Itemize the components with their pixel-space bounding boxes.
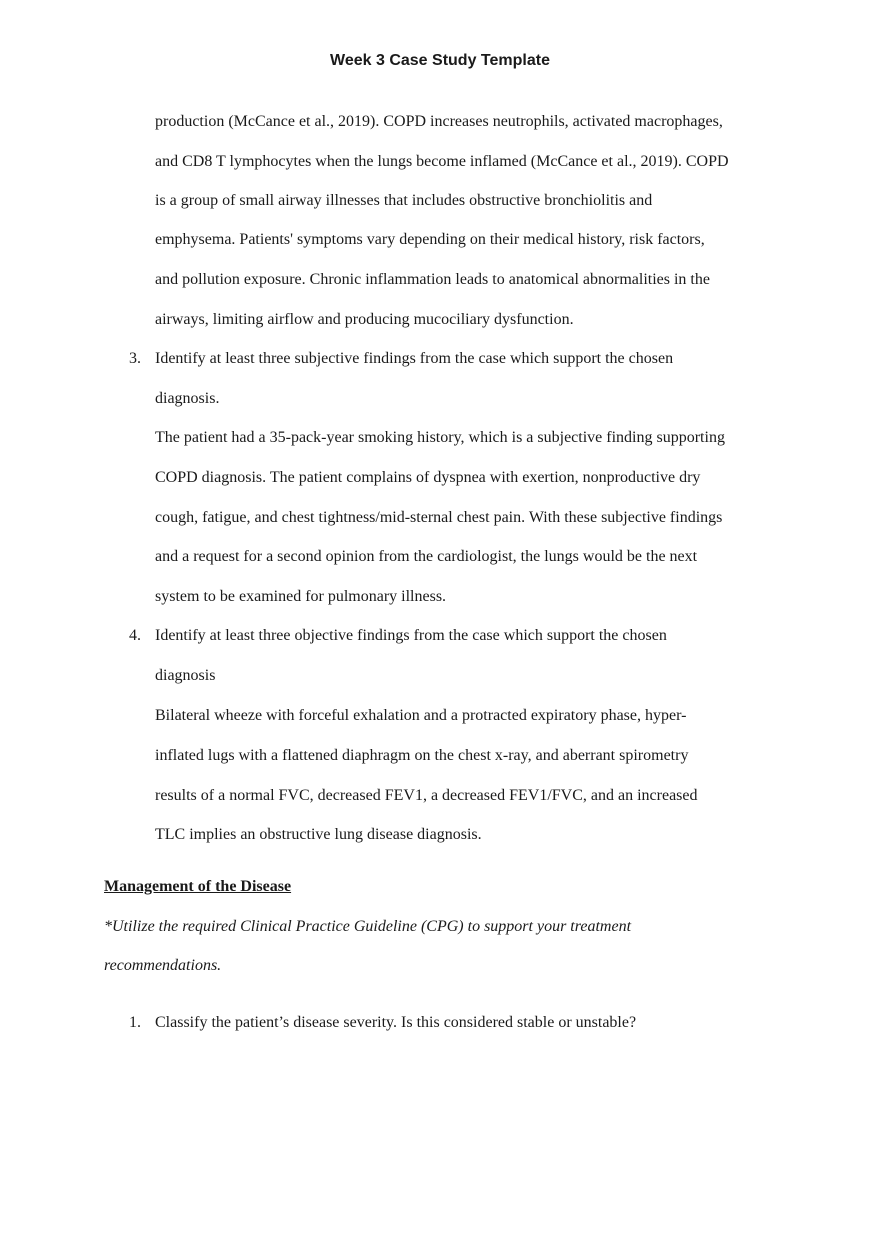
list-number: 1. <box>129 1014 141 1031</box>
page-title: Week 3 Case Study Template <box>330 52 550 69</box>
answer-line: system to be examined for pulmonary illness. <box>155 588 447 605</box>
answer-line: TLC implies an obstructive lung disease diagnosis. <box>155 826 482 843</box>
question-line: diagnosis. <box>155 390 220 407</box>
paragraph-line: production (McCance et al., 2019). COPD increases neutrophils, activated macrophages, <box>155 113 723 130</box>
answer-line: The patient had a 35-pack-year smoking history, which is a subjective finding supporting <box>155 429 725 446</box>
answer-line: cough, fatigue, and chest tightness/mid-sternal chest pain. With these subjective findings <box>155 509 723 526</box>
question-line: Classify the patient’s disease severity. Is this considered stable or unstable? <box>155 1014 637 1031</box>
answer-line: results of a normal FVC, decreased FEV1, a decreased FEV1/FVC, and an increased <box>155 787 698 804</box>
answer-line: and a request for a second opinion from the cardiologist, the lungs would be the next <box>155 548 698 565</box>
answer-line: COPD diagnosis. The patient complains of dyspnea with exertion, nonproductive dry <box>155 469 701 486</box>
list-number: 3. <box>129 350 141 367</box>
section-heading: Management of the Disease <box>104 878 292 895</box>
paragraph-line: is a group of small airway illnesses that includes obstructive bronchiolitis and <box>155 192 653 209</box>
instruction-line: *Utilize the required Clinical Practice Guideline (CPG) to support your treatment <box>104 918 632 935</box>
list-number: 4. <box>129 627 141 644</box>
answer-line: inflated lugs with a flattened diaphragm on the chest x-ray, and aberrant spirometry <box>155 747 689 764</box>
answer-line: Bilateral wheeze with forceful exhalation and a protracted expiratory phase, hyper- <box>155 707 687 724</box>
question-line: Identify at least three subjective findings from the case which support the chosen <box>155 350 674 367</box>
paragraph-line: emphysema. Patients' symptoms vary depending on their medical history, risk factors, <box>155 231 705 248</box>
paragraph-line: and CD8 T lymphocytes when the lungs become inflamed (McCance et al., 2019). COPD <box>155 153 729 170</box>
instruction-line: recommendations. <box>104 957 222 974</box>
question-line: Identify at least three objective findings from the case which support the chosen <box>155 627 667 644</box>
paragraph-line: airways, limiting airflow and producing mucociliary dysfunction. <box>155 311 574 328</box>
paragraph-line: and pollution exposure. Chronic inflammation leads to anatomical abnormalities in the <box>155 271 710 288</box>
question-line: diagnosis <box>155 667 216 684</box>
